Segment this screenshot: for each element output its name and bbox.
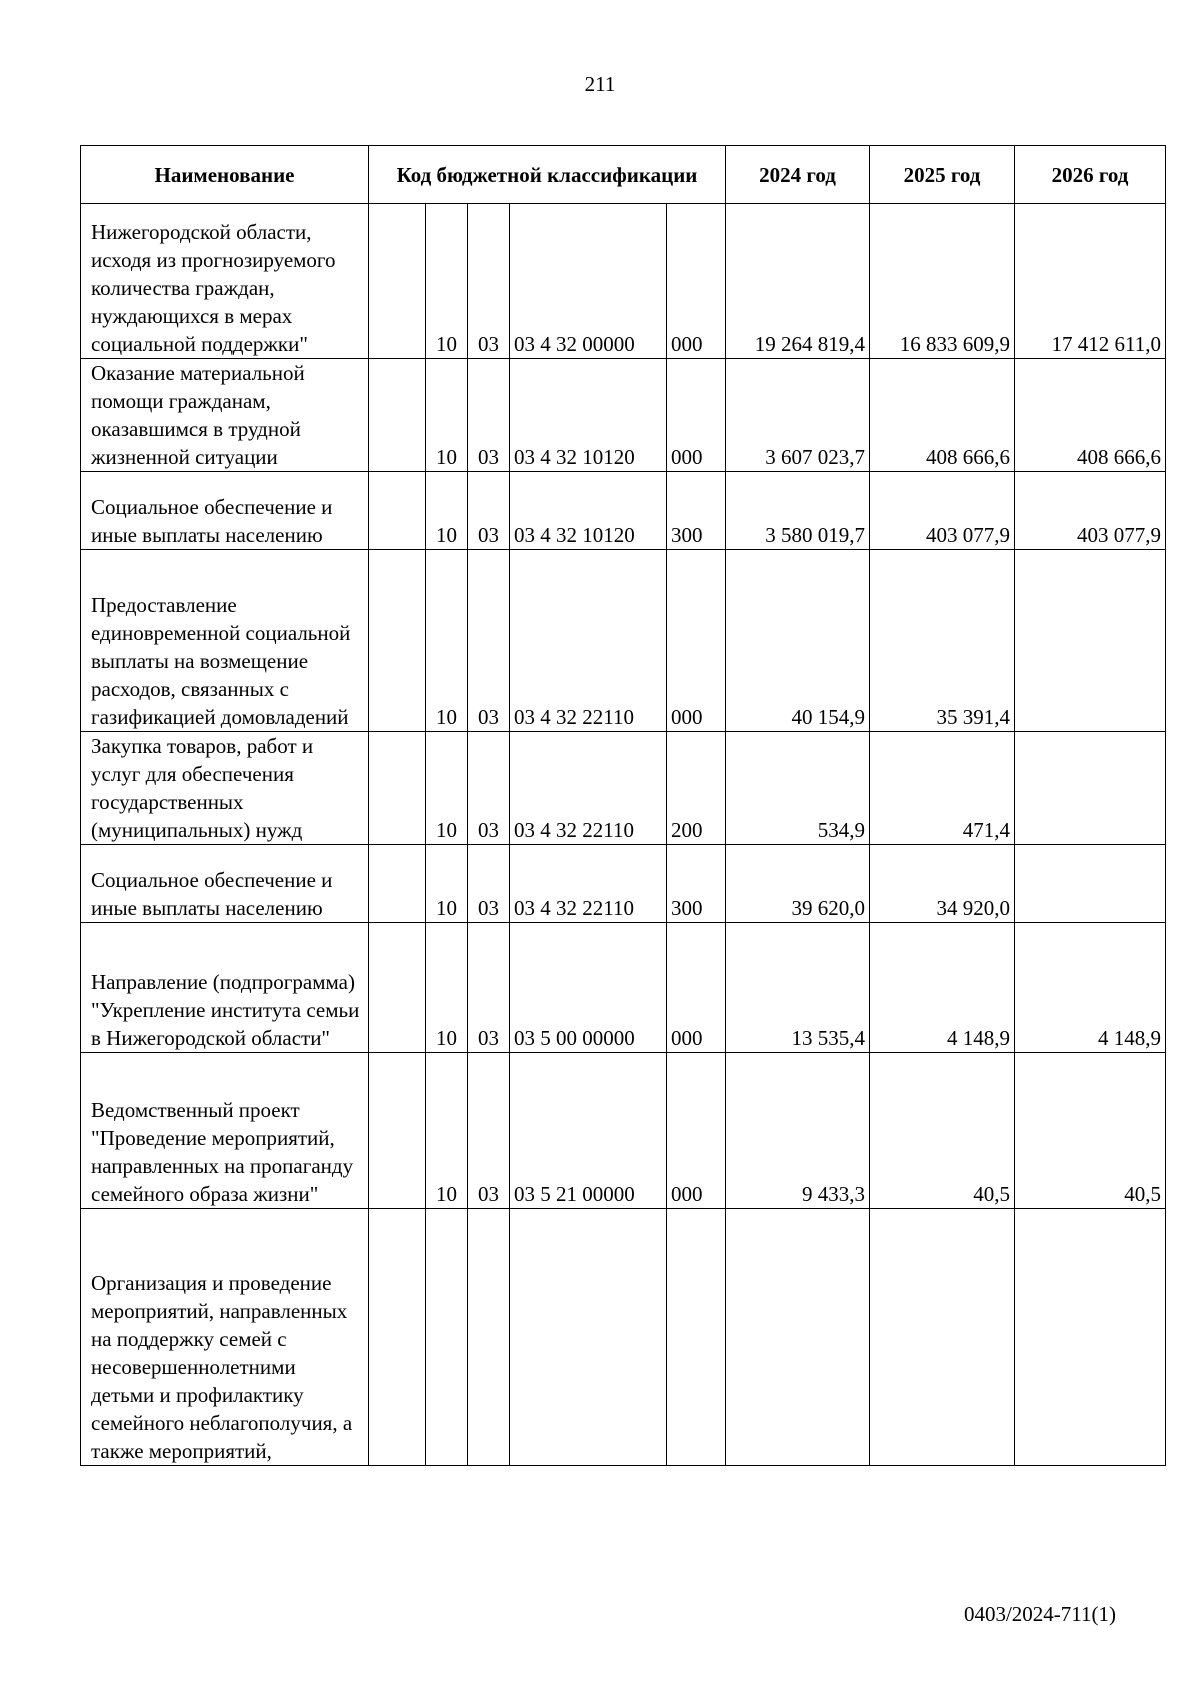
value-2025: 4 148,9: [870, 923, 1015, 1053]
code-part-1: [369, 923, 426, 1053]
table-row: [81, 845, 1166, 923]
value-2024: 39 620,0: [726, 845, 870, 923]
value-2025: 16 833 609,9: [870, 204, 1015, 359]
value-2026: 408 666,6: [1015, 359, 1166, 472]
value-2025: 403 077,9: [870, 472, 1015, 550]
value-2024: 534,9: [726, 732, 870, 845]
code-target-article: 03 5 00 00000: [510, 923, 667, 1053]
code-subsection: 03: [468, 204, 510, 359]
code-expense-type: 200: [667, 732, 726, 845]
value-2024: 3 607 023,7: [726, 359, 870, 472]
value-2026: [1015, 732, 1166, 845]
code-subsection: 03: [468, 359, 510, 472]
code-section: 10: [426, 845, 468, 923]
code-expense-type: 000: [667, 359, 726, 472]
row-name: Направление (подпрограмма) "Укрепление института семьи в Нижегородской области": [81, 923, 369, 1053]
table-row: [81, 472, 1166, 550]
header-2025: 2025 год: [870, 146, 1015, 204]
code-target-article: 03 4 32 22110: [510, 732, 667, 845]
code-section: 10: [426, 359, 468, 472]
value-2024: 19 264 819,4: [726, 204, 870, 359]
header-2026: 2026 год: [1015, 146, 1166, 204]
code-part-1: [369, 1053, 426, 1209]
code-subsection: [468, 1209, 510, 1466]
table-row: [81, 1209, 1166, 1466]
budget-table: [80, 145, 1166, 1466]
table-row: [81, 923, 1166, 1053]
value-2025: 34 920,0: [870, 845, 1015, 923]
row-name: Оказание материальной помощи гражданам, оказавшимся в трудной жизненной ситуации: [81, 359, 369, 472]
code-section: 10: [426, 1053, 468, 1209]
header-name: Наименование: [81, 146, 369, 204]
document-id: 0403/2024-711(1): [963, 1602, 1116, 1626]
code-section: 10: [426, 923, 468, 1053]
code-part-1: [369, 550, 426, 732]
code-section: 10: [426, 550, 468, 732]
code-part-1: [369, 204, 426, 359]
code-part-1: [369, 732, 426, 845]
code-section: 10: [426, 732, 468, 845]
code-subsection: 03: [468, 732, 510, 845]
code-section: 10: [426, 472, 468, 550]
code-subsection: 03: [468, 845, 510, 923]
code-target-article: 03 5 21 00000: [510, 1053, 667, 1209]
value-2026: [1015, 550, 1166, 732]
code-target-article: 03 4 32 22110: [510, 550, 667, 732]
table-header-row: [81, 146, 1166, 204]
code-target-article: 03 4 32 22110: [510, 845, 667, 923]
code-target-article: 03 4 32 00000: [510, 204, 667, 359]
row-name: Социальное обеспечение и иные выплаты населению: [81, 472, 369, 550]
table-row: [81, 1053, 1166, 1209]
code-part-1: [369, 472, 426, 550]
value-2024: [726, 1209, 870, 1466]
code-part-1: [369, 359, 426, 472]
code-subsection: 03: [468, 472, 510, 550]
code-expense-type: 300: [667, 472, 726, 550]
value-2026: 17 412 611,0: [1015, 204, 1166, 359]
value-2025: 471,4: [870, 732, 1015, 845]
table-row: [81, 550, 1166, 732]
code-target-article: 03 4 32 10120: [510, 472, 667, 550]
value-2025: 35 391,4: [870, 550, 1015, 732]
code-expense-type: 000: [667, 204, 726, 359]
code-section: 10: [426, 204, 468, 359]
value-2024: 40 154,9: [726, 550, 870, 732]
table-row: [81, 359, 1166, 472]
code-target-article: [510, 1209, 667, 1466]
value-2024: 3 580 019,7: [726, 472, 870, 550]
code-subsection: 03: [468, 1053, 510, 1209]
page-number: 211: [584, 72, 616, 96]
row-name: Предоставление единовременной социальной выплаты на возмещение расходов, связанных с газификацией домовладений: [81, 550, 369, 732]
row-name: Нижегородской области, исходя из прогнозируемого количества граждан, нуждающихся в мерах социальной поддержки": [81, 204, 369, 359]
value-2026: 403 077,9: [1015, 472, 1166, 550]
code-subsection: 03: [468, 550, 510, 732]
row-name: Организация и проведение мероприятий, направленных на поддержку семей с несовершеннолетними детьми и профилактику семейного неблагополучия, а также мероприятий,: [81, 1209, 369, 1466]
row-name: Социальное обеспечение и иные выплаты населению: [81, 845, 369, 923]
header-2024: 2024 год: [726, 146, 870, 204]
code-part-1: [369, 1209, 426, 1466]
value-2026: 4 148,9: [1015, 923, 1166, 1053]
table-row: [81, 204, 1166, 359]
value-2024: 9 433,3: [726, 1053, 870, 1209]
code-expense-type: [667, 1209, 726, 1466]
value-2024: 13 535,4: [726, 923, 870, 1053]
value-2026: [1015, 1209, 1166, 1466]
code-expense-type: 000: [667, 1053, 726, 1209]
code-target-article: 03 4 32 10120: [510, 359, 667, 472]
value-2025: 408 666,6: [870, 359, 1015, 472]
header-code: Код бюджетной классификации: [369, 146, 726, 204]
code-section: [426, 1209, 468, 1466]
value-2026: 40,5: [1015, 1053, 1166, 1209]
code-part-1: [369, 845, 426, 923]
code-expense-type: 000: [667, 923, 726, 1053]
value-2026: [1015, 845, 1166, 923]
code-expense-type: 000: [667, 550, 726, 732]
code-subsection: 03: [468, 923, 510, 1053]
table-row: [81, 732, 1166, 845]
row-name: Ведомственный проект "Проведение мероприятий, направленных на пропаганду семейного образа жизни": [81, 1053, 369, 1209]
value-2025: 40,5: [870, 1053, 1015, 1209]
value-2025: [870, 1209, 1015, 1466]
table-body: [81, 204, 1166, 1466]
row-name: Закупка товаров, работ и услуг для обеспечения государственных (муниципальных) нужд: [81, 732, 369, 845]
code-expense-type: 300: [667, 845, 726, 923]
